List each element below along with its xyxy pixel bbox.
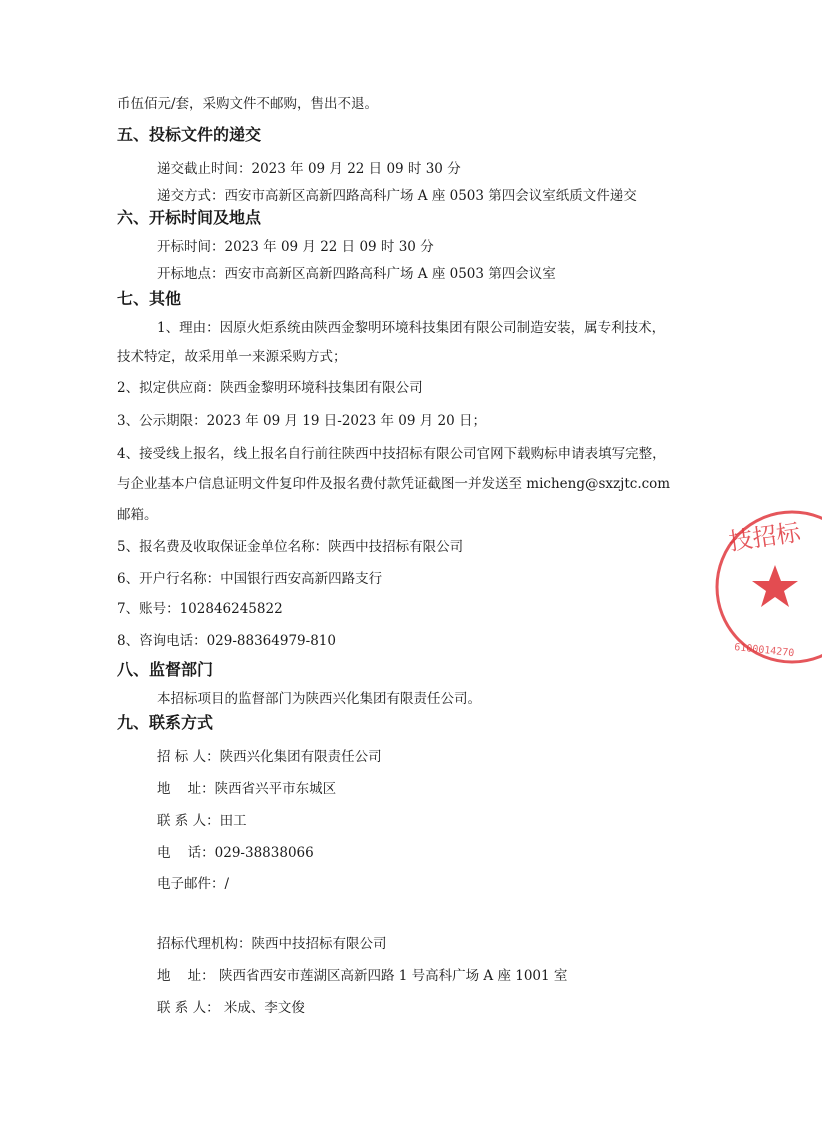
text-line: 递交方式：西安市高新区高新四路高科广场 A 座 0503 第四会议室纸质文件递交 — [157, 188, 637, 204]
text-line: 2、拟定供应商：陕西金黎明环境科技集团有限公司 — [117, 380, 423, 396]
text-line: 4、接受线上报名，线上报名自行前往陕西中技招标有限公司官网下载购标申请表填写完整， — [117, 446, 666, 462]
text-line: 本招标项目的监督部门为陕西兴化集团有限责任公司。 — [157, 691, 481, 707]
section-heading: 五、投标文件的递交 — [117, 125, 262, 144]
text-line: 1、理由：因原火炬系统由陕西金黎明环境科技集团有限公司制造安装，属专利技术， — [157, 320, 666, 336]
text-line: 5、报名费及收取保证金单位名称：陕西中技招标有限公司 — [117, 539, 464, 555]
section-heading: 七、其他 — [117, 289, 182, 308]
text-line: 递交截止时间：2023 年 09 月 22 日 09 时 30 分 — [157, 161, 461, 177]
section-heading: 六、开标时间及地点 — [117, 208, 262, 227]
text-line: 币伍佰元/套，采购文件不邮购，售出不退。 — [117, 96, 379, 112]
text-line: 6、开户行名称：中国银行西安高新四路支行 — [117, 571, 383, 587]
contact-line: 招 标 人：陕西兴化集团有限责任公司 — [157, 749, 382, 765]
text-line: 开标地点：西安市高新区高新四路高科广场 A 座 0503 第四会议室 — [157, 266, 556, 282]
contact-line: 地 址：陕西省兴平市东城区 — [157, 781, 337, 797]
agency-line: 地 址： 陕西省西安市莲湖区高新四路 1 号高科广场 A 座 1001 室 — [157, 968, 568, 984]
svg-text:技招标: 技招标 — [726, 518, 803, 556]
section-heading: 九、联系方式 — [117, 713, 214, 732]
svg-text:6100014270: 6100014270 — [733, 642, 795, 660]
text-line: 与企业基本户信息证明文件复印件及报名费付款凭证截图一并发送至 micheng@sxzjtc.com — [117, 476, 671, 492]
official-seal-stamp — [712, 505, 822, 675]
text-line: 7、账号：102846245822 — [117, 601, 283, 617]
text-line: 8、咨询电话：029-88364979-810 — [117, 633, 336, 649]
agency-line: 招标代理机构：陕西中技招标有限公司 — [157, 936, 387, 952]
text-line: 技术特定，故采用单一来源采购方式； — [117, 349, 347, 365]
contact-line: 电子邮件：/ — [157, 876, 230, 892]
section-heading: 八、监督部门 — [117, 660, 214, 679]
contact-line: 联 系 人：田工 — [157, 813, 247, 829]
text-line: 邮箱。 — [117, 507, 158, 523]
contact-line: 电 话：029-38838066 — [157, 845, 314, 861]
text-line: 开标时间：2023 年 09 月 22 日 09 时 30 分 — [157, 239, 434, 255]
agency-line: 联 系 人： 米成、李文俊 — [157, 1000, 305, 1016]
text-line: 3、公示期限：2023 年 09 月 19 日-2023 年 09 月 20 日； — [117, 413, 486, 429]
